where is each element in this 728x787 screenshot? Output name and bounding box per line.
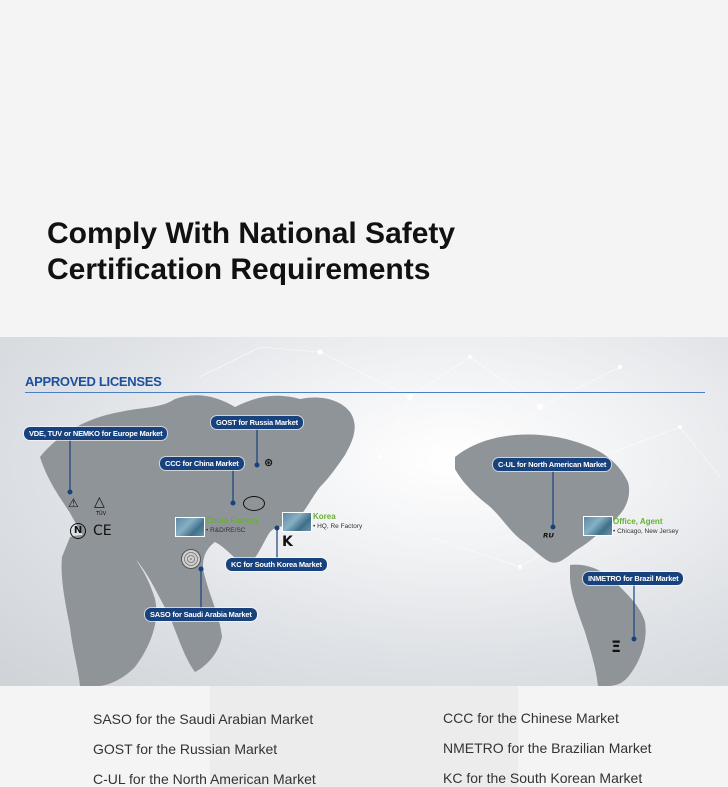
north-america-license-pill: C-UL for North American Market	[493, 458, 611, 471]
page-title-line-1: Comply With National Safety	[47, 217, 456, 250]
ccc-mark-icon	[243, 496, 265, 511]
list-item-ccc: CCC for the Chinese Market	[443, 710, 619, 726]
saso-mark-icon	[181, 549, 201, 569]
korea-license-pill: KC for South Korea Market	[226, 558, 327, 571]
china-factory-desc: • R&D/RE/SC	[206, 527, 246, 534]
china-factory-photo	[175, 517, 205, 537]
gost-pct-mark-icon: ⊛	[264, 456, 274, 469]
tuv-mark-icon: △	[94, 494, 105, 510]
list-item-kc: KC for the South Korean Market	[443, 770, 643, 786]
list-item-nmetro: NMETRO for the Brazilian Market	[443, 740, 652, 756]
russia-license-pill: GOST for Russia Market	[211, 416, 303, 429]
list-item-gost: GOST for the Russian Market	[93, 741, 278, 757]
list-item-saso: SASO for the Saudi Arabian Market	[93, 711, 314, 727]
heading-divider	[25, 392, 705, 393]
europe-license-pill: VDE, TUV or NEMKO for Europe Market	[24, 427, 167, 440]
page-title-line-2: Certification Requirements	[47, 253, 431, 286]
korea-photo	[282, 512, 312, 532]
korea-site-desc: • HQ, Re Factory	[313, 523, 363, 530]
office-agent-name: Office, Agent	[613, 517, 663, 526]
ul-mark-icon: ᴿᵁ	[543, 531, 554, 544]
china-factory-name: China Factory	[206, 516, 260, 525]
kc-mark-icon: K	[282, 534, 293, 550]
vde-mark-icon: ⚠	[68, 496, 79, 510]
page-title	[47, 216, 455, 288]
office-agent-photo	[583, 516, 613, 536]
world-map-graphic	[0, 337, 728, 686]
tuv-mark-label: TÜV	[96, 511, 107, 517]
korea-site-name: Korea	[313, 512, 336, 521]
list-item-cul: C-UL for the North American Market	[93, 771, 316, 787]
nemko-mark-icon: N	[70, 523, 86, 539]
office-agent-desc: • Chicago, New Jersey	[613, 528, 679, 535]
inmetro-mark-icon: Ξ	[611, 637, 622, 656]
brazil-license-pill: INMETRO for Brazil Market	[583, 572, 683, 585]
ce-mark-icon: CE	[93, 523, 112, 539]
china-license-pill: CCC for China Market	[160, 457, 244, 470]
approved-licenses-heading: APPROVED LICENSES	[25, 374, 162, 389]
certification-world-map	[0, 337, 728, 686]
saudi-license-pill: SASO for Saudi Arabia Market	[145, 608, 257, 621]
